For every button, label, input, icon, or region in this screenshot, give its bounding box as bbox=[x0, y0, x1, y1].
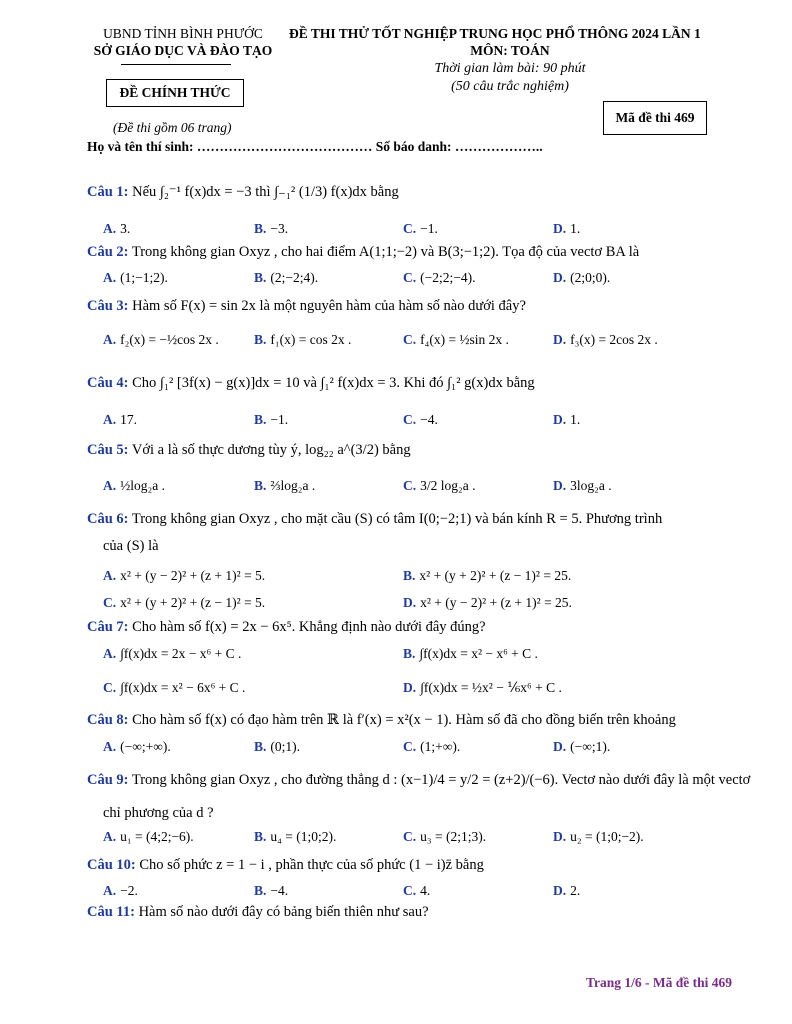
footer-separator: - bbox=[641, 975, 653, 990]
exam-title: ĐỀ THI THỬ TỐT NGHIỆP TRUNG HỌC PHỔ THÔNG 2024 LẦN 1 bbox=[289, 26, 701, 41]
option-b: B. ⅔log₂a . bbox=[254, 478, 316, 493]
option-b: B. −1. bbox=[254, 412, 289, 427]
option-d: D. f₃(x) = 2cos 2x . bbox=[553, 332, 658, 347]
option-a: A. 17. bbox=[103, 412, 137, 427]
question-label: Câu 1: bbox=[87, 184, 129, 200]
option-c: C. (1;+∞). bbox=[403, 739, 461, 754]
exam-time: Thời gian làm bài: 90 phút bbox=[434, 61, 586, 76]
question-8: Câu 8: Cho hàm số f(x) có đạo hàm trên ℝ là f′(x) = x²(x − 1). Hàm số đã cho đồng biến trên khoảng bbox=[87, 712, 676, 728]
option-d: D. (−∞;1). bbox=[553, 739, 611, 754]
option-d: D. x² + (y − 2)² + (z + 1)² = 25. bbox=[403, 595, 572, 610]
option-b: B. x² + (y + 2)² + (z − 1)² = 25. bbox=[403, 568, 572, 583]
question-10: Câu 10: Cho số phức z = 1 − i , phần thực của số phức (1 − i)z̄ bằng bbox=[87, 857, 484, 873]
option-d: D. ∫f(x)dx = ½x² − ⅙x⁶ + C . bbox=[403, 680, 562, 695]
official-label: ĐỀ CHÍNH THỨC bbox=[119, 85, 231, 100]
option-a: A. u₁ = (4;2;−6). bbox=[103, 829, 194, 844]
option-a: A. x² + (y − 2)² + (z + 1)² = 5. bbox=[103, 568, 266, 583]
option-d: D. 3log₂a . bbox=[553, 478, 612, 493]
option-d: D. (2;0;0). bbox=[553, 270, 611, 285]
option-a: A. (−∞;+∞). bbox=[103, 739, 171, 754]
question-text: Nếu ∫₂⁻¹ f(x)dx = −3 thì ∫₋₁² (1/3) f(x)dx bằng bbox=[132, 184, 399, 200]
option-a: A. 3. bbox=[103, 221, 131, 236]
pages-note: (Đề thi gồm 06 trang) bbox=[113, 120, 232, 135]
option-b: B. −3. bbox=[254, 221, 289, 236]
question-5: Câu 5: Với a là số thực dương tùy ý, log₂₂ a^(3/2) bằng bbox=[87, 442, 411, 458]
option-c: C. f₄(x) = ½sin 2x . bbox=[403, 332, 509, 347]
question-4: Câu 4: Cho ∫₁² [3f(x) − g(x)]dx = 10 và ∫₁² f(x)dx = 3. Khi đó ∫₁² g(x)dx bằng bbox=[87, 375, 535, 391]
subject: MÔN: TOÁN bbox=[470, 43, 550, 58]
question-9-continued: chỉ phương của d ? bbox=[103, 805, 214, 821]
option-b: B. (2;−2;4). bbox=[254, 270, 319, 285]
option-a: A. f₂(x) = −½cos 2x . bbox=[103, 332, 219, 347]
option-c: C. (−2;2;−4). bbox=[403, 270, 476, 285]
option-c: C. 4. bbox=[403, 883, 431, 898]
option-c: C. −4. bbox=[403, 412, 438, 427]
option-c: C. ∫f(x)dx = x² − 6x⁶ + C . bbox=[103, 680, 246, 695]
option-b: B. −4. bbox=[254, 883, 289, 898]
option-a: A. ∫f(x)dx = 2x − x⁶ + C . bbox=[103, 646, 242, 661]
question-2: Câu 2: Trong không gian Oxyz , cho hai điểm A(1;1;−2) và B(3;−1;2). Tọa độ của vectơ BA là bbox=[87, 244, 640, 260]
footer-exam-code: Mã đề thi 469 bbox=[652, 975, 732, 990]
option-c: C. x² + (y + 2)² + (z − 1)² = 5. bbox=[103, 595, 266, 610]
header-divider bbox=[121, 64, 231, 65]
question-6-continued: của (S) là bbox=[103, 538, 159, 554]
question-11: Câu 11: Hàm số nào dưới đây có bảng biến thiên như sau? bbox=[87, 904, 429, 920]
page-number: Trang 1/6 bbox=[585, 975, 642, 990]
option-b: B. ∫f(x)dx = x² − x⁶ + C . bbox=[403, 646, 538, 661]
option-b: B. (0;1). bbox=[254, 739, 301, 754]
option-b: B. u₄ = (1;0;2). bbox=[254, 829, 337, 844]
option-c: C. −1. bbox=[403, 221, 438, 236]
question-6: Câu 6: Trong không gian Oxyz , cho mặt cầu (S) có tâm I(0;−2;1) và bán kính R = 5. Phương trình bbox=[87, 511, 663, 527]
candidate-line: Họ và tên thí sinh: ………………………………… Số báo danh: ……………….. bbox=[87, 139, 543, 154]
option-c: C. u₃ = (2;1;3). bbox=[403, 829, 487, 844]
option-b: B. f₁(x) = cos 2x . bbox=[254, 332, 352, 347]
question-3: Câu 3: Hàm số F(x) = sin 2x là một nguyên hàm của hàm số nào dưới đây? bbox=[87, 298, 526, 314]
option-c: C. 3/2 log₂a . bbox=[403, 478, 476, 493]
exam-format: (50 câu trắc nghiệm) bbox=[451, 79, 569, 94]
option-a: A. −2. bbox=[103, 883, 138, 898]
option-d: D. 1. bbox=[553, 221, 581, 236]
option-d: D. 2. bbox=[553, 883, 581, 898]
department-name: UBND TỈNH BÌNH PHƯỚC bbox=[103, 26, 263, 41]
question-7: Câu 7: Cho hàm số f(x) = 2x − 6x⁵. Khẳng định nào dưới đây đúng? bbox=[87, 619, 486, 635]
option-a: A. ½log₂a . bbox=[103, 478, 165, 493]
option-d: D. 1. bbox=[553, 412, 581, 427]
question-9: Câu 9: Trong không gian Oxyz , cho đường thẳng d : (x−1)/4 = y/2 = (z+2)/(−6). Vectơ nào dưới đây là một vectơ bbox=[87, 772, 751, 788]
page-footer bbox=[586, 975, 732, 991]
exam-code: Mã đề thi 469 bbox=[615, 110, 695, 125]
option-a: A. (1;−1;2). bbox=[103, 270, 168, 285]
department-subname: SỞ GIÁO DỤC VÀ ĐÀO TẠO bbox=[93, 43, 273, 58]
option-d: D. u₂ = (1;0;−2). bbox=[553, 829, 644, 844]
question-1 bbox=[87, 184, 399, 201]
